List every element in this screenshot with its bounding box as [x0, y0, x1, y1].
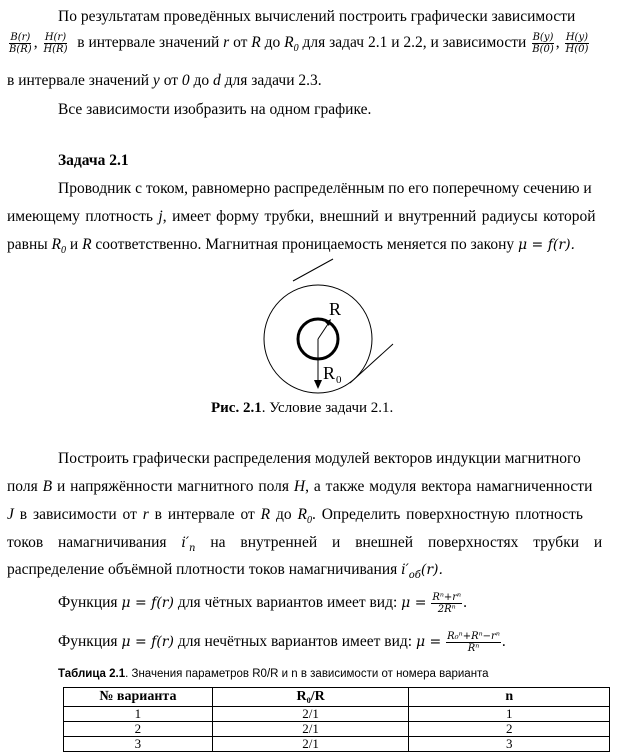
header-variant: № варианта: [64, 688, 213, 707]
para1-line3: в интервале значений y от 0 до d для задачи 2.3.: [7, 72, 322, 89]
task-line3: равны $R_0$ и R соответственно. Магнитная проницаемость меняется по закону μ = f(r).: [7, 236, 575, 257]
para2: Все зависимости изобразить на одном графике.: [58, 101, 372, 118]
tube-cross-section-figure: [255, 258, 415, 394]
table-row: [64, 737, 610, 752]
table-cell: 2: [409, 722, 610, 737]
table-cell: 1: [409, 707, 610, 722]
para1-line2: $\frac{B(r)}{B(R)}$ , $\frac{H(r)}{H(R)}$ в интервале значений r от R до $R_0$ для задач 2.1 и 2.2, и зависимости $\frac{B(y)}{B(0)}$ , $\frac{H(y)}{H(0)}$: [9, 32, 589, 55]
para1-line1: По результатам проведённых вычислений построить графически зависимости: [58, 8, 576, 25]
header-n: n: [409, 688, 610, 707]
fraction-B: $\frac{B(r)}{B(R)}$: [9, 32, 32, 55]
table-cell: 2/1: [212, 722, 409, 737]
body2-line2: поля B и напряжённости магнитного поля H, а также модуля вектора намагниченности: [7, 478, 593, 495]
table-row: [64, 722, 610, 737]
table-cell: 2: [64, 722, 213, 737]
figure-caption: Рис. 2.1. Условие задачи 2.1.: [211, 400, 394, 416]
function-even: Функция μ = f(r) для чётных вариантов имеет вид: μ = $\frac{\text{Rⁿ+rⁿ}}{\text{2Rⁿ}}$ .: [58, 592, 467, 615]
function-odd: Функция μ = f(r) для нечётных вариантов имеет вид: μ = $\frac{\text{R₀ⁿ+Rⁿ−rⁿ}}{\text{Rⁿ}}$ .: [58, 631, 506, 654]
header-ratio: R₀/R: [212, 688, 409, 707]
task-title: Задача 2.1: [58, 152, 129, 169]
table-row: [64, 707, 610, 722]
table-cell: 3: [64, 737, 213, 752]
task-line1: Проводник с током, равномерно распределённым по его поперечному сечению и: [58, 180, 592, 197]
fraction-H: $\frac{H(r)}{H(R)}$: [43, 32, 68, 55]
table-cell: 3: [409, 737, 610, 752]
body2-line5: распределение объёмной плотности токов намагничивания $i'_{об}(r)$.: [7, 561, 443, 581]
fraction-By: $\frac{B(y)}{B(0)}$: [532, 32, 554, 55]
tube-edge-line-top: [293, 259, 333, 281]
variants-table: [63, 687, 610, 752]
body2-line1: Построить графически распределения модулей векторов индукции магнитного: [58, 450, 581, 467]
body2-line3: J в зависимости от r в интервале от R до $R_0$. Определить поверхностную плотность: [7, 506, 583, 527]
label-R0: R: [323, 363, 336, 383]
table-cell: 2/1: [212, 707, 409, 722]
table-header-row: [64, 688, 610, 707]
task-line2: имеющему плотность j, имеет форму трубки, внешний и внутренний радиусы которой: [7, 208, 596, 225]
body2-line4: токов намагничивания $i'_п$ на внутренней и внешней поверхностях трубки и: [7, 534, 603, 554]
label-R: R: [329, 299, 342, 319]
table-cell: 2/1: [212, 737, 409, 752]
table-cell: 1: [64, 707, 213, 722]
table-caption: Таблица 2.1. Значения параметров R0/R и n в зависимости от номера варианта: [58, 668, 489, 680]
label-R0-sub: 0: [336, 374, 342, 386]
fraction-Hy: $\frac{H(y)}{H(0)}$: [565, 32, 589, 55]
